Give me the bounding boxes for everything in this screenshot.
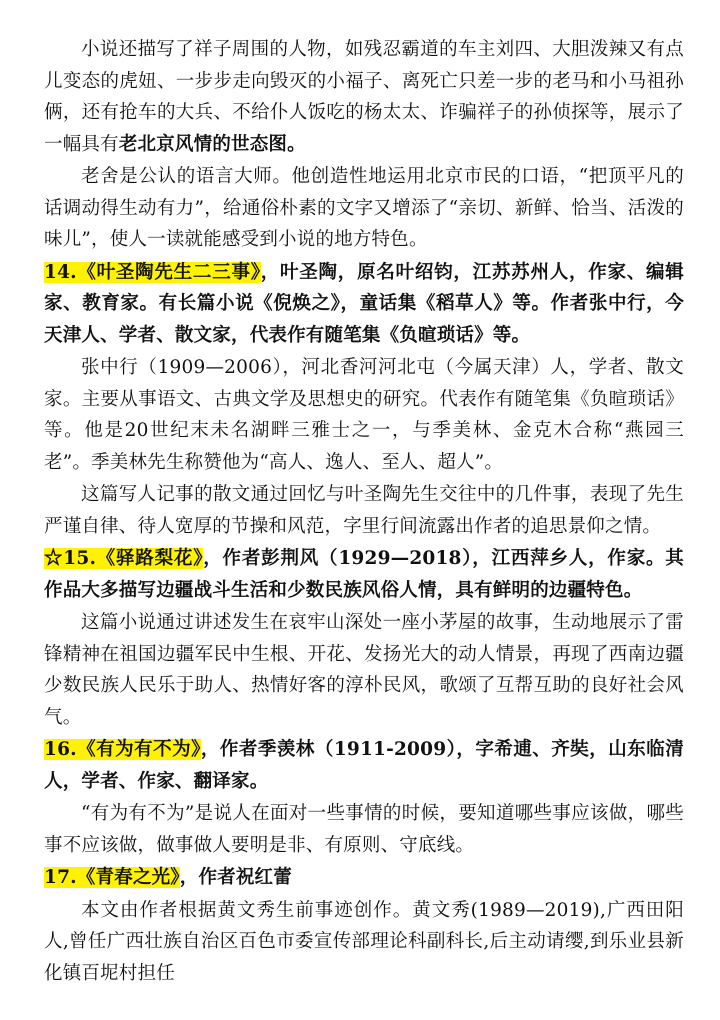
section-15-intro: ，作者彭荆风（1929—2018），江西萍乡人，作家。其作品大多描写边疆战斗生活和少数民族风俗人情，具有鲜明的边疆特色。 [44, 548, 684, 601]
section-16-title: 16.《有为有不为》 [44, 739, 201, 760]
paragraph-rickshaw-characters [44, 34, 684, 160]
section-17-title: 17.《青春之光》 [44, 867, 180, 888]
paragraph-you-wei-summary [44, 798, 684, 861]
section-17-heading [44, 862, 684, 894]
emphasis-text: 老北京风情的世态图。 [118, 133, 306, 155]
section-15-heading [44, 543, 684, 606]
paragraph-laoshe-language [44, 161, 684, 256]
section-14-intro: ，叶圣陶，原名叶绍钧，江苏苏州人，作家、编辑家、教育家。有长篇小说《倪焕之》，童话集《稻草人》等。作者张中行，今天津人、学者、散文家，代表作有随笔集《负暄琐话》等。 [44, 261, 684, 346]
paragraph-pear-blossom-summary [44, 607, 684, 733]
paragraph-essay-summary [44, 479, 684, 542]
paragraph-text: 张中行（1909—2006），河北香河河北屯（今属天津）人，学者、散文家。主要从事语文、古典文学及思想史的研究。代表作有随笔集《负暄琐话》等。他是20世纪末未名湖畔三雅士之一，与季美林、金克木合称“燕园三老”。季美林先生称赞他为“高人、逸人、至人、超人”。 [44, 357, 684, 473]
section-17-intro: ，作者祝红蕾 [179, 867, 292, 888]
paragraph-huang-wenxiu [44, 895, 684, 990]
section-16-intro: ，作者季羡林（1911-2009），字希逋、齐奘，山东临清人，学者、作家、翻译家。 [44, 739, 684, 792]
paragraph-text: 本文由作者根据黄文秀生前事迹创作。黄文秀(1989—2019),广西田阳人,曾任广西壮族自治区百色市委宣传部理论科副科长,后主动请缨,到乐业县新化镇百坭村担任 [44, 899, 684, 984]
paragraph-text: 这篇小说通过讲述发生在哀牢山深处一座小茅屋的故事，生动地展示了雷锋精神在祖国边疆军民中生根、开花、发扬光大的动人情景，再现了西南边疆少数民族人民乐于助人、热情好客的淳朴民风，歌颂了互帮互助的良好社会风气。 [44, 612, 684, 728]
paragraph-text: 小说还描写了祥子周围的人物，如残忍霸道的车主刘四、大胆泼辣又有点儿变态的虎妞、一步步走向毁灭的小福子、离死亡只差一步的老马和小马祖孙俩，还有抢车的大兵、不给仆人饭吃的杨太太、诈骗祥子的孙侦探等，展示了一幅具有 [44, 39, 684, 155]
paragraph-text: 老舍是公认的语言大师。他创造性地运用北京市民的口语，“把顶平凡的话调动得生动有力”，给通俗朴素的文字又增添了“亲切、新鲜、恰当、活泼的味儿”，使人一读就能感受到小说的地方特色。 [44, 166, 684, 250]
paragraph-zhang-zhongxing [44, 352, 684, 478]
section-15-title: ☆15.《驿路梨花》 [44, 548, 204, 569]
paragraph-text: “有为有不为”是说人在面对一些事情的时候，要知道哪些事应该做，哪些事不应该做，做事做人要明是非、有原则、守底线。 [44, 803, 684, 856]
section-14-title: 14.《叶圣陶先生二三事》 [44, 261, 261, 283]
section-14-heading [44, 257, 684, 352]
paragraph-text: 这篇写人记事的散文通过回忆与叶圣陶先生交往中的几件事，表现了先生严谨自律、待人宽厚的节操和风范，字里行间流露出作者的追思景仰之情。 [44, 484, 684, 537]
section-16-heading [44, 734, 684, 797]
